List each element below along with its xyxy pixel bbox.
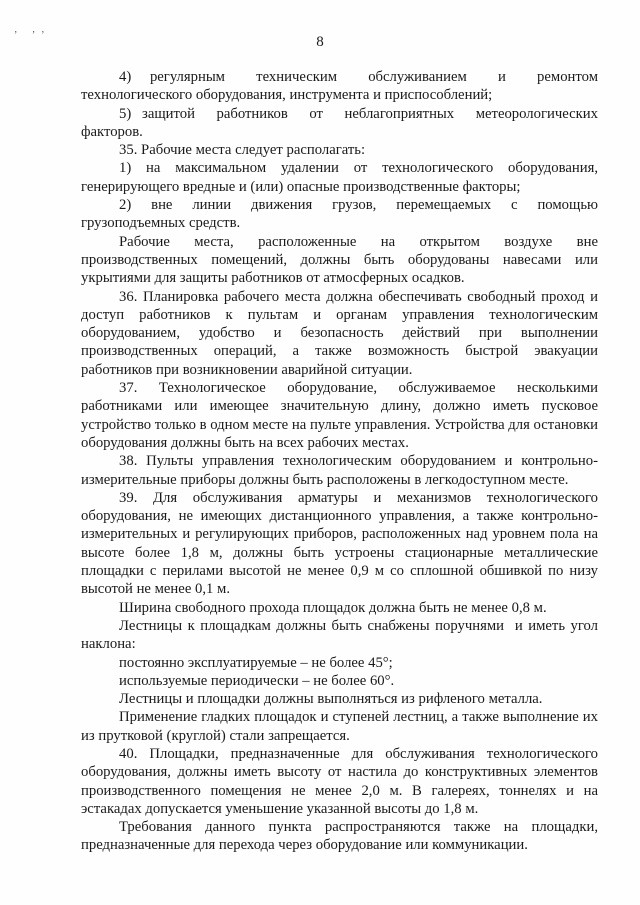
paragraph-clause-36: 36. Планировка рабочего места должна обеспечивать свободный проход и доступ работников к пультам и органам управления технологическим оборудованием, удобство и безопасность действий при выполнении производственных операций, а также возможность быстрой эвакуации работников при возникновении аварийной ситуации. <box>81 288 598 378</box>
document-body <box>81 68 598 855</box>
paragraph-ribbed-metal: Лестницы и площадки должны выполняться из рифленого металла. <box>119 691 543 708</box>
paragraph-item-4: 4) регулярным техническим обслуживанием и ремонтом технологического оборудования, инструмента и приспособлений; <box>81 69 598 104</box>
paragraph-item-5: 5) защитой работников от неблагоприятных метеорологических факторов. <box>81 105 598 140</box>
paragraph-smooth-prohibited: Применение гладких площадок и ступеней лестниц, а также выполнение их из прутковой (круглой) стали запрещается. <box>81 709 598 744</box>
paragraph-clause-35: 35. Рабочие места следует располагать: <box>119 142 366 159</box>
page-number: 8 <box>316 34 324 50</box>
paragraph-ladder-slope: Лестницы к площадкам должны быть снабжены поручнями и иметь угол наклона: <box>81 617 598 653</box>
paragraph-clause-40: 40. Площадки, предназначенные для обслуживания технологического оборудования, должны иметь высоту от настила до конструктивных элементов производственного помещения не менее 2,0 м. В галереях, тоннелях и на эстакадах допускается уменьшение указанной высоты до 1,8 м. <box>81 745 598 817</box>
paragraph-outdoor-workplaces: Рабочие места, расположенные на открытом воздухе вне производственных помещений, должны быть оборудованы навесами или укрытиями для защиты работников от атмосферных осадков. <box>81 233 598 287</box>
paragraph-clause-37: 37. Технологическое оборудование, обслуживаемое несколькими работниками или имеющее значительную длину, должно иметь пусковое устройство только в одном месте на пульте управления. Устройства для остановки оборудования должны быть на всех рабочих местах. <box>81 380 598 451</box>
paragraph-passage-width: Ширина свободного прохода площадок должна быть не менее 0,8 м. <box>119 599 547 616</box>
paragraph-clause-35-item-2: 2) вне линии движения грузов, перемещаемых с помощью грузоподъемных средств. <box>81 197 598 232</box>
paragraph-clause-40-scope: Требования данного пункта распространяются также на площадки, предназначенные для перехода через оборудование или коммуникации. <box>81 819 598 854</box>
paragraph-slope-periodic: используемые периодически – не более 60°. <box>119 672 395 689</box>
scan-artifact-marks: ʼ ʼʼ <box>14 30 51 41</box>
paragraph-clause-38: 38. Пульты управления технологическим оборудованием и контрольно-измерительные приборы должны быть расположены в легкодоступном месте. <box>81 453 598 488</box>
paragraph-clause-35-item-1: 1) на максимальном удалении от технологического оборудования, генерирующего вредные и (или) опасные производственные факторы; <box>81 160 598 195</box>
paragraph-clause-39: 39. Для обслуживания арматуры и механизмов технологического оборудования, не имеющих дистанционного управления, а также контрольно-измерительных и регулирующих приборов, расположенных над уровнем пола на высоте более 1,8 м, должны быть устроены стационарные металлические площадки с перилами высотой не менее 0,9 м со сплошной обшивкой по низу высотой не менее 0,1 м. <box>81 489 598 598</box>
paragraph-slope-constant: постоянно эксплуатируемые – не более 45°; <box>119 654 393 671</box>
